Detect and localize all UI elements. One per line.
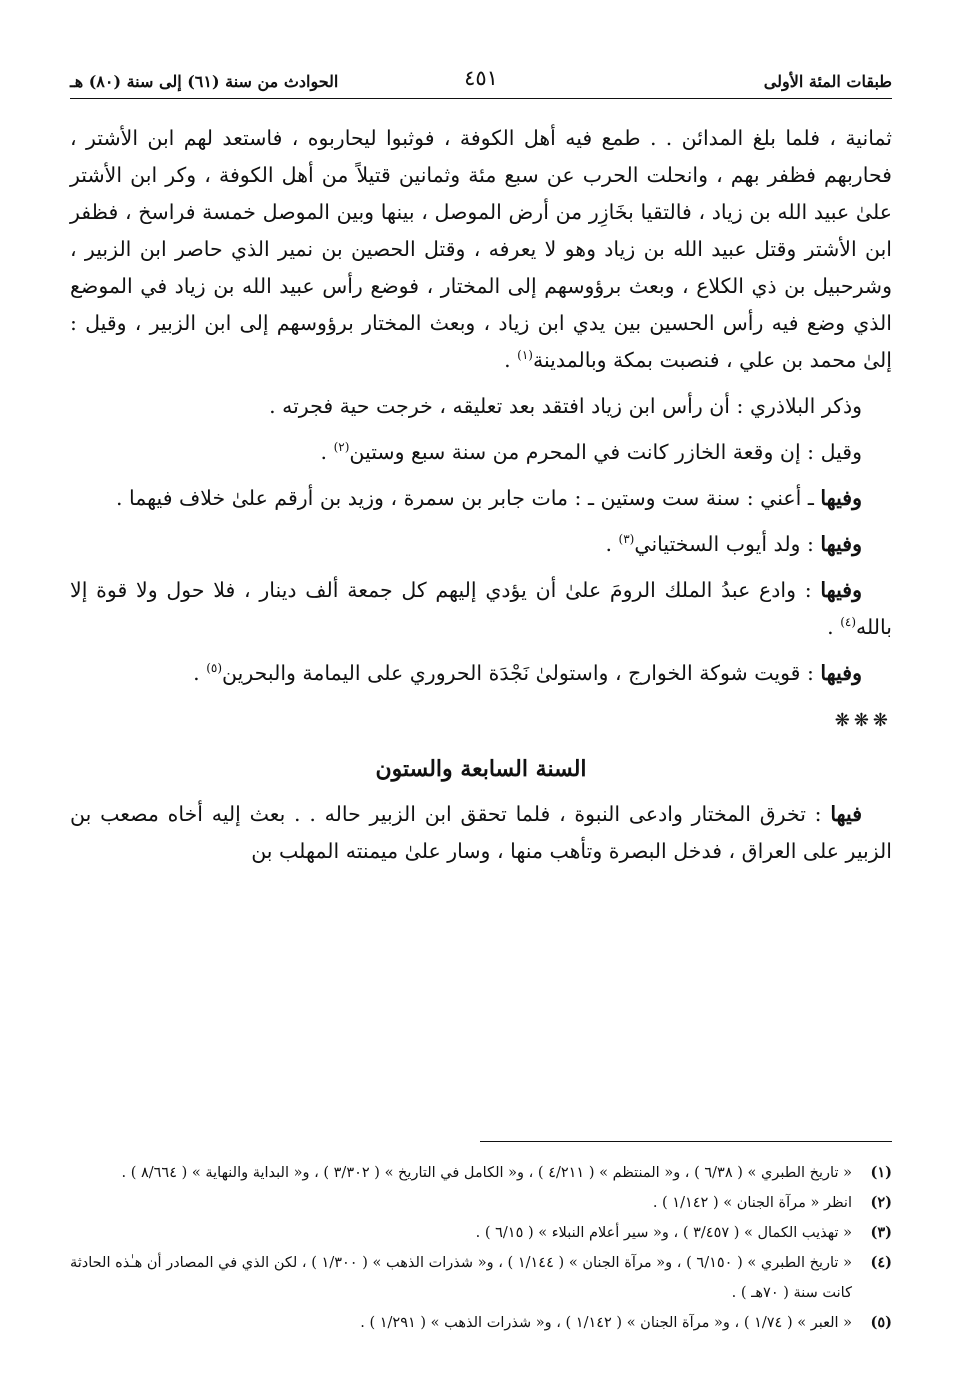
footnote-number: (٤) <box>870 1254 892 1271</box>
running-head-book-title: طبقات المئة الأولى <box>763 72 892 91</box>
running-head-chapter-title: الحوادث من سنة (٦١) إلى سنة (٨٠) هـ <box>70 72 339 91</box>
footnote-number: (٥) <box>870 1314 892 1331</box>
footnote-text: « العبر » ( ١/٧٤ ) ، و« مرآة الجنان » ( ١/١٤٢ ) ، و« شذرات الذهب » ( ١/٢٩١ ) . <box>360 1315 852 1331</box>
page-header <box>70 58 892 98</box>
footnote-ref[interactable]: (٢) <box>333 440 350 455</box>
footnote-item <box>70 1158 892 1188</box>
paragraph <box>70 120 892 379</box>
paragraph <box>70 434 892 471</box>
header-rule <box>70 98 892 99</box>
paragraph-text: وذكر البلاذري : أن رأس ابن زياد افتقد بعد تعليقه ، خرجت حية فجرته . <box>269 394 862 418</box>
footnote-item <box>70 1218 892 1248</box>
paragraph-end: . <box>504 348 518 372</box>
paragraph-text: ـ أعني : سنة ست وستين ـ : مات جابر بن سمرة ، وزيد بن أرقم علىٰ خلاف فيهما . <box>115 486 821 510</box>
footnotes <box>70 1158 892 1338</box>
page-number: ٤٥١ <box>464 66 498 90</box>
paragraph-end: . <box>605 532 619 556</box>
paragraph-text: : ولد أيوب السختياني <box>634 532 821 556</box>
footnote-number: (٢) <box>870 1194 892 1211</box>
footnote-item <box>70 1188 892 1218</box>
paragraph-lead-word: وفيها <box>820 578 862 602</box>
book-page <box>70 58 892 1331</box>
footnote-text: « تهذيب الكمال » ( ٣/٤٥٧ ) ، و« سير أعلام النبلاء » ( ٦/١٥ ) . <box>475 1225 852 1241</box>
footnote-text: « تاريخ الطبري » ( ٦/١٥٠ ) ، و« مرآة الجنان » ( ١/١٤٤ ) ، و« شذرات الذهب » ( ١/٣٠٠ ) ، لكن الذي في المصادر أن هـٰذه الحادثة كانت سنة ( ٧٠هـ ) . <box>70 1255 852 1301</box>
paragraph-lead-word: وفيها <box>820 661 862 685</box>
footnote-ref[interactable]: (٤) <box>840 615 857 630</box>
main-text <box>70 120 892 870</box>
footnote-number: (١) <box>870 1164 892 1181</box>
paragraph <box>70 526 892 563</box>
paragraph-text: وقيل : إن وقعة الخازر كانت في المحرم من سنة سبع وستين <box>349 440 862 464</box>
footnote-ref[interactable]: (٥) <box>206 661 223 676</box>
paragraph <box>70 796 892 870</box>
paragraph-lead-word: فيها <box>830 802 862 826</box>
footnote-item <box>70 1248 892 1308</box>
footnote-text: « تاريخ الطبري » ( ٦/٣٨ ) ، و« المنتظم » ( ٤/٢١١ ) ، و« الكامل في التاريخ » ( ٣/٣٠٢ ) ، و« البداية والنهاية » ( ٨/٦٦٤ ) . <box>121 1165 852 1181</box>
paragraph-end: . <box>827 615 841 639</box>
paragraph-lead-word: وفيها <box>820 486 862 510</box>
footnote-ref[interactable]: (١) <box>517 348 533 363</box>
footnote-text: انظر « مرآة الجنان » ( ١/١٤٢ ) . <box>652 1195 852 1211</box>
paragraph-lead-word: وفيها <box>820 532 862 556</box>
paragraph-text: : تخرق المختار وادعى النبوة ، فلما تحقق ابن الزبير حاله . . بعث إليه أخاه مصعب بن الزبير على العراق ، فدخل البصرة وتأهب منها ، وسار علىٰ ميمنته المهلب بن <box>70 802 892 863</box>
footnote-separator <box>480 1141 892 1142</box>
paragraph-text: ثمانية ، فلما بلغ المدائن . . طمع فيه أهل الكوفة ، فوثبوا ليحاربوه ، فاستعد لهم ابن الأشتر ، فحاربهم فظفر بهم ، وانحلت الحرب عن سبع مئة وثمانين قتيلاً من أهل الكوفة ، وكر ابن الأشتر علىٰ عبيد الله بن زياد ، فالتقيا بخَازِر من أرض الموصل ، بينها وبين الموصل خمسة فراسخ ، فظفر ابن الأشتر وقتل عبيد الله بن زياد وهو لا يعرفه ، وقتل الحصين بن نمير الذي حاصر ابن الزبير ، وشرحبيل بن ذي الكلاع ، وبعث برؤوسهم إلى المختار ، فوضع رأس عبيد الله بن زياد في الموضع الذي وضع فيه رأس الحسين بين يدي ابن زياد ، وبعث المختار برؤوسهم إلى ابن الزبير ، وقيل : إلىٰ محمد بن علي ، فنصبت بمكة وبالمدينة <box>70 126 892 372</box>
paragraph-text: : وادع عبدُ الملك الرومَ علىٰ أن يؤدي إليهم كل جمعة ألف دينار ، فلا حول ولا قوة إلا بالله <box>70 578 892 639</box>
paragraph <box>70 655 892 692</box>
section-title: السنة السابعة والستون <box>375 756 587 782</box>
footnote-ref[interactable]: (٣) <box>618 532 635 547</box>
paragraph-text: : قويت شوكة الخوارج ، واستولىٰ نَجْدَة الحروري على اليمامة والبحرين <box>222 661 821 685</box>
footnote-item <box>70 1308 892 1338</box>
section-separator: ❋❋❋ <box>834 710 892 731</box>
paragraph <box>70 388 892 425</box>
paragraph <box>70 572 892 646</box>
paragraph-end: . <box>193 661 207 685</box>
paragraph <box>70 480 892 517</box>
paragraph-end: . <box>320 440 334 464</box>
footnote-number: (٣) <box>870 1224 892 1241</box>
